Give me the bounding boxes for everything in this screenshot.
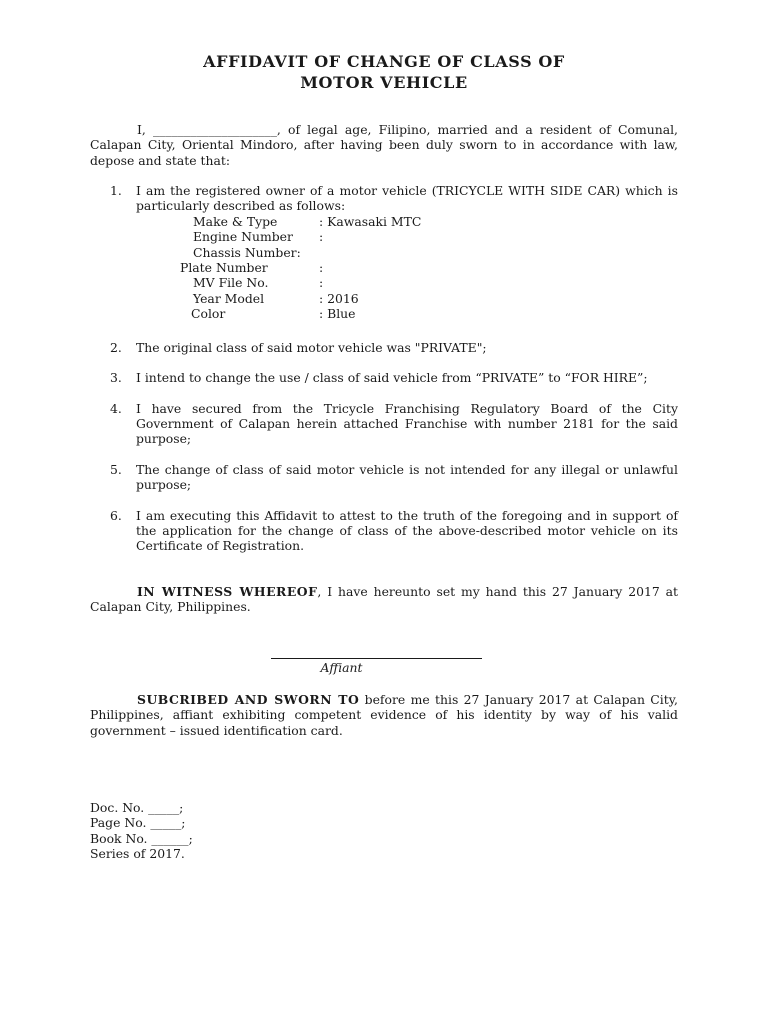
spec-label: MV File No. (193, 275, 269, 291)
series-year: Series of 2017. (90, 846, 185, 862)
item-number: 3. (110, 370, 122, 386)
item-number: 1. (110, 183, 122, 198)
title-line-2: MOTOR VEHICLE (300, 73, 468, 92)
list-item (90, 183, 678, 338)
jurat-lead: SUBCRIBED AND SWORN TO (137, 692, 360, 707)
spec-value: : (319, 275, 324, 291)
spec-label: Make & Type (193, 213, 278, 229)
affiant-label: Affiant (320, 660, 363, 675)
title-line-1: AFFIDAVIT OF CHANGE OF CLASS OF (203, 52, 565, 71)
statement-list (90, 183, 678, 554)
item-number: 5. (110, 461, 122, 477)
notarial-register (90, 800, 193, 862)
intro-paragraph: I, ____________________, of legal age, Filipino, married and a resident of Comunal, Calapan City, Oriental Mindoro, after having been duly sworn to in accordance with law, depose and state that: (90, 122, 678, 168)
document-title (0, 51, 768, 93)
jurat-paragraph (90, 692, 678, 738)
page-number: Page No. _____; (90, 815, 186, 831)
spec-value: : Blue (319, 306, 356, 322)
spec-value: : (319, 229, 324, 245)
spec-value: : 2016 (319, 290, 359, 306)
witness-lead: IN WITNESS WHEREOF (137, 584, 318, 599)
spec-label: Color (191, 306, 226, 322)
spec-label: Chassis Number: (193, 244, 301, 260)
item-text: I have secured from the Tricycle Franchising Regulatory Board of the City Government of Calapan herein attached Franchise with number 2181 for the said purpose; (136, 400, 678, 447)
item-number: 6. (110, 507, 122, 523)
jurat-text: before me this 27 January 2017 at Calapan City, Philippines, affiant exhibiting competent evidence of his identity by way of his valid government – issued identification card. (90, 692, 679, 738)
item-number: 4. (110, 400, 122, 416)
spec-label: Year Model (193, 290, 265, 306)
list-item (90, 401, 678, 447)
item-text: I am executing this Affidavit to attest to the truth of the foregoing and in support of the application for the change of class of the above-described motor vehicle on its Certificate of Registration. (136, 507, 678, 554)
item-text: I am the registered owner of a motor vehicle (TRICYCLE WITH SIDE CAR) which is particularly described as follows: (136, 183, 678, 214)
list-item (90, 462, 678, 493)
spec-label: Engine Number (193, 229, 293, 245)
list-item (90, 370, 678, 385)
doc-number: Doc. No. _____; (90, 800, 184, 815)
spec-value: : Kawasaki MTC (319, 213, 422, 229)
item-text: The change of class of said motor vehicle is not intended for any illegal or unlawful purpose; (136, 461, 678, 493)
spec-value: : (319, 260, 324, 275)
item-number: 2. (110, 339, 122, 355)
item-text: I intend to change the use / class of said vehicle from “PRIVATE” to “FOR HIRE”; (136, 370, 648, 386)
witness-text: , I have hereunto set my hand this 27 January 2017 at Calapan City, Philippines. (90, 584, 678, 615)
list-item (90, 340, 678, 355)
signature-line (271, 658, 482, 659)
spec-label: Plate Number (180, 260, 268, 275)
list-item (90, 508, 678, 554)
book-number: Book No. ______; (90, 830, 193, 846)
witness-paragraph (90, 584, 678, 615)
item-text: The original class of said motor vehicle was "PRIVATE"; (136, 339, 487, 355)
vehicle-spec-table (136, 214, 678, 338)
